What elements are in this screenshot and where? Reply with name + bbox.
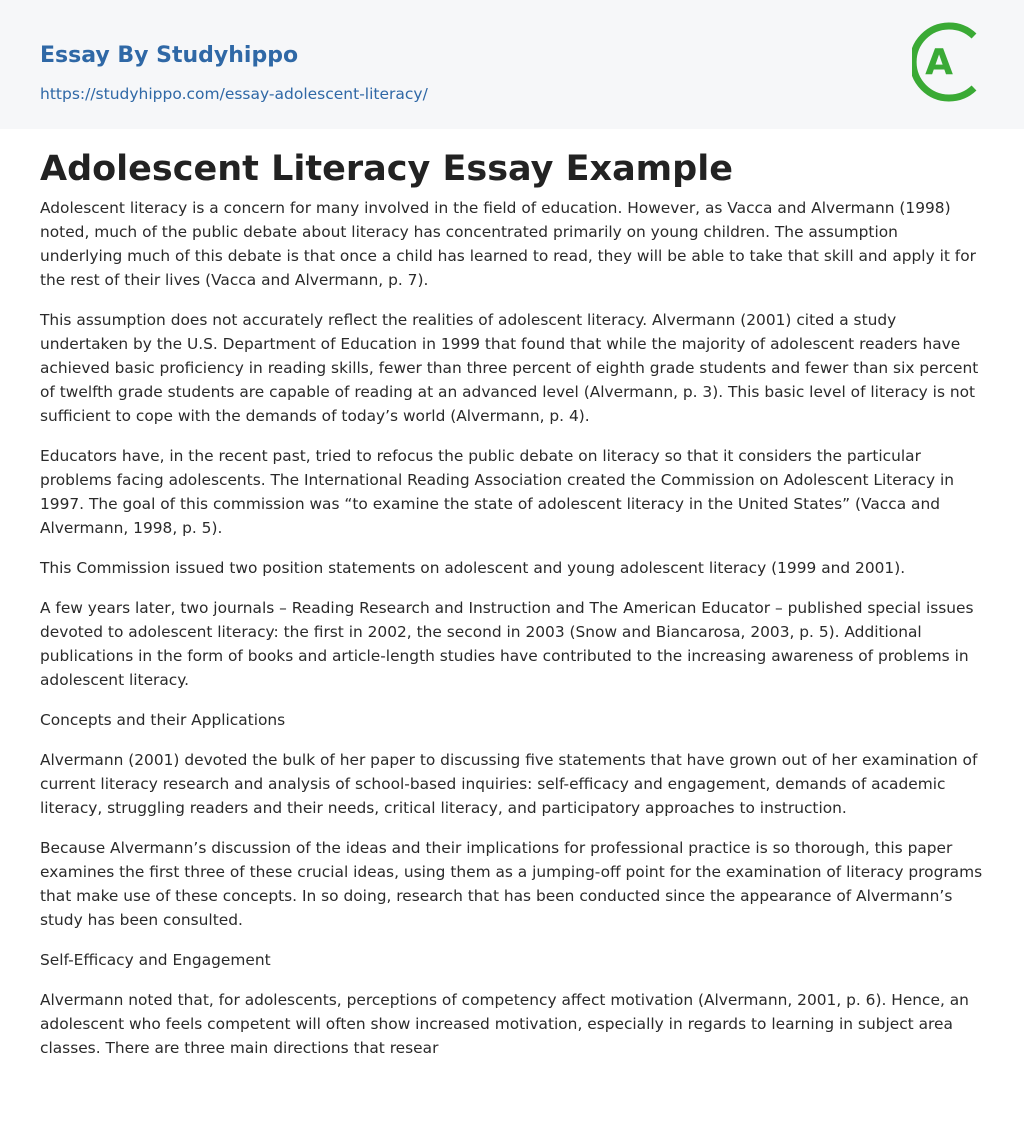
- article-url-link[interactable]: https://studyhippo.com/essay-adolescent-literacy/: [40, 85, 428, 103]
- paragraph: A few years later, two journals – Reading Research and Instruction and The American Educator – published special issues devoted to adolescent literacy: the first in 2002, the second in 2003 (Snow and Biancarosa, 2003, p. 5). Additional publications in the form of books and article-length studies have contributed to the increasing awareness of problems in adolescent literacy.: [40, 599, 974, 689]
- paragraph: Alvermann noted that, for adolescents, perceptions of competency affect motivation (Alvermann, 2001, p. 6). Hence, an adolescent who feels competent will often show increased motivation, especially in regards to learning in subject area classes. There are three main directions that resear: [40, 991, 969, 1057]
- section-heading: Self-Efficacy and Engagement: [40, 951, 271, 969]
- article-body: [0, 147, 1024, 1060]
- paragraph: Adolescent literacy is a concern for many involved in the field of education. However, as Vacca and Alvermann (1998) noted, much of the public debate about literacy has concentrated primarily on young children. The assumption underlying much of this debate is that once a child has learned to read, they will be able to take that skill and apply it for the rest of their lives (Vacca and Alvermann, p. 7).: [40, 199, 976, 289]
- page-title: Adolescent Literacy Essay Example: [40, 149, 733, 189]
- paragraph: This Commission issued two position statements on adolescent and young adolescent literacy (1999 and 2001).: [40, 559, 906, 577]
- paragraph: Because Alvermann’s discussion of the ideas and their implications for professional practice is so thorough, this paper examines the first three of these crucial ideas, using them as a jumping-off point for the examination of literacy programs that make use of these concepts. In so doing, research that has been conducted since the appearance of Alvermann’s study has been consulted.: [40, 839, 983, 929]
- section-heading: Concepts and their Applications: [40, 711, 286, 729]
- paragraph: Alvermann (2001) devoted the bulk of her paper to discussing five statements that have grown out of her examination of current literacy research and analysis of school-based inquiries: self-efficacy and engagement, demands of academic literacy, struggling readers and their needs, critical literacy, and participatory approaches to instruction.: [40, 751, 978, 817]
- site-header: [0, 0, 1024, 129]
- paragraph: Educators have, in the recent past, tried to refocus the public debate on literacy so that it considers the particular problems facing adolescents. The International Reading Association created the Commission on Adolescent Literacy in 1997. The goal of this commission was “to examine the state of adolescent literacy in the United States” (Vacca and Alvermann, 1998, p. 5).: [40, 447, 954, 537]
- site-name: Essay By Studyhippo: [40, 43, 299, 68]
- paragraph: This assumption does not accurately reflect the realities of adolescent literacy. Alvermann (2001) cited a study undertaken by the U.S. Department of Education in 1999 that found that while the majority of adolescent readers have achieved basic proficiency in reading skills, fewer than three percent of eighth grade students and fewer than six percent of twelfth grade students are capable of reading at an advanced level (Alvermann, p. 3). This basic level of literacy is not sufficient to cope with the demands of today’s world (Alvermann, p. 4).: [40, 311, 979, 425]
- studyhippo-logo-icon[interactable]: [912, 18, 986, 106]
- logo-letter: A: [925, 42, 953, 83]
